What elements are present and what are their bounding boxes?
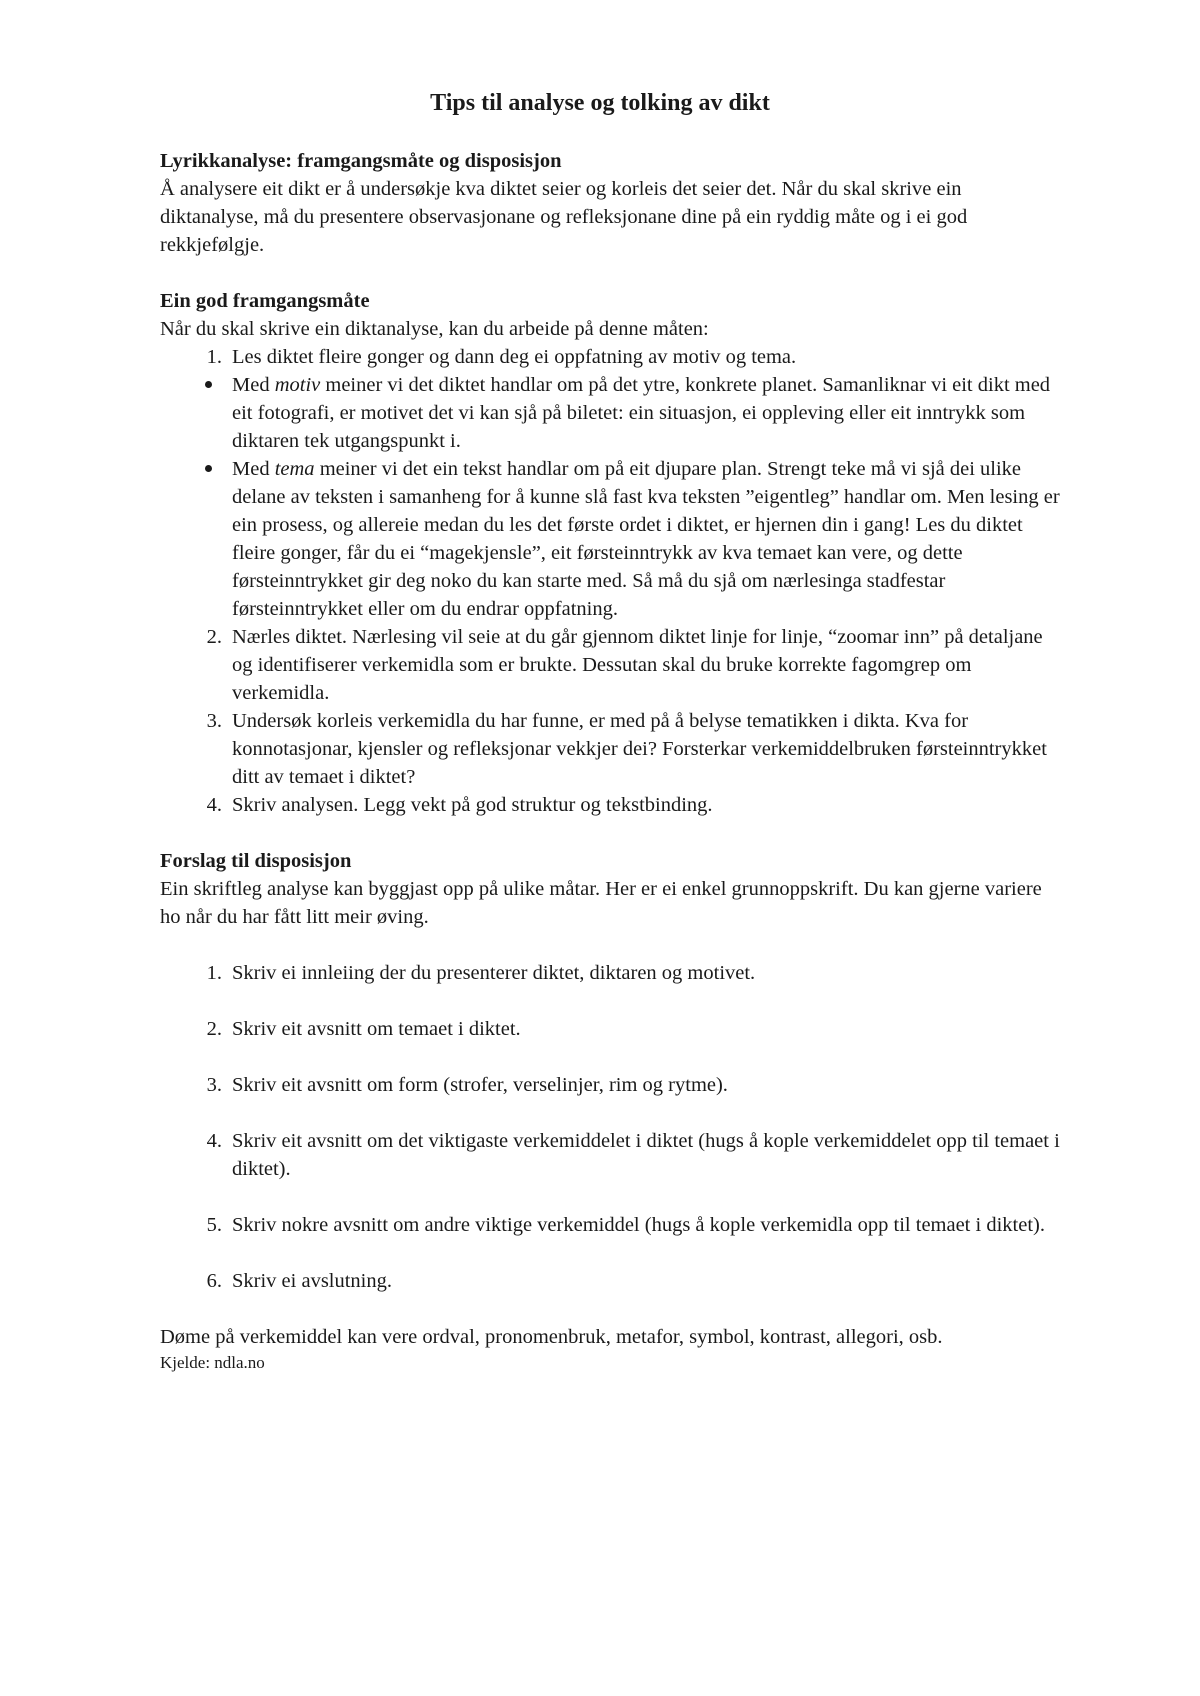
bullet-dot-icon <box>205 465 212 472</box>
list-item <box>160 1211 1060 1239</box>
list-marker: 3. <box>206 710 222 732</box>
bullet-dot-icon <box>205 381 212 388</box>
bullet-text: meiner vi det ein tekst handlar om på eit djupare plan. Strengt teke må vi sjå dei ulike delane av teksten i samanheng for å kunne slå fast kva teksten ”eigentleg” handlar om. Men lesing er ein prosess, og allereie medan du les det første ordet i diktet, er hjernen din i gang! Les du diktet fleire gonger, får du ei “magekjensle”, eit førsteinntrykk av kva temaet kan vere, og dette førsteinntrykket gir deg noko du kan starte med. Så må du sjå om nærlesinga stadfestar førsteinntrykket eller om du endrar oppfatning. <box>232 458 1060 620</box>
spacer <box>160 259 1060 287</box>
term-tema: tema <box>274 458 315 480</box>
list-marker: 3. <box>206 1074 222 1096</box>
list-item-text: Skriv eit avsnitt om det viktigaste verkemiddelet i diktet (hugs å kople verkemiddelet opp til temaet i diktet). <box>232 1130 1060 1180</box>
section-heading-lyrikkanalyse: Lyrikkanalyse: framgangsmåte og disposisjon <box>160 150 562 172</box>
list-item-bullet-motiv <box>160 371 1060 455</box>
list-item-step-4 <box>160 791 1060 819</box>
list-marker: 1. <box>206 346 222 368</box>
list-item-text: Skriv eit avsnitt om form (strofer, verselinjer, rim og rytme). <box>232 1074 728 1096</box>
list-item-step-1 <box>160 343 1060 371</box>
list-item-text: Skriv analysen. Legg vekt på god struktur og tekstbinding. <box>232 794 713 816</box>
list-marker: 2. <box>206 626 222 648</box>
list-marker: 4. <box>206 794 222 816</box>
section-lyrikkanalyse <box>160 147 1060 259</box>
examples-paragraph: Døme på verkemiddel kan vere ordval, pronomenbruk, metafor, symbol, kontrast, allegori, osb. <box>160 1326 943 1348</box>
document-body <box>160 147 1060 1375</box>
list-item <box>160 1015 1060 1043</box>
section-intro-framgangsmate: Når du skal skrive ein diktanalyse, kan du arbeide på denne måten: <box>160 318 709 340</box>
list-marker: 5. <box>206 1214 222 1236</box>
list-marker: 2. <box>206 1018 222 1040</box>
section-disposisjon <box>160 847 1060 1351</box>
list-item-text: Les diktet fleire gonger og dann deg ei oppfatning av motiv og tema. <box>232 346 797 368</box>
spacer <box>160 819 1060 847</box>
list-item-text: Undersøk korleis verkemidla du har funne, er med på å belyse tematikken i dikta. Kva for konnotasjonar, kjensler og refleksjonar vekkjer dei? Forsterkar verkemiddelbruken førsteinntrykket ditt av temaet i diktet? <box>232 710 1047 788</box>
list-marker: 6. <box>206 1270 222 1292</box>
list-item-text: Skriv ei avslutning. <box>232 1270 393 1292</box>
list-item-step-3 <box>160 707 1060 791</box>
list-item-text <box>232 371 1060 455</box>
bullet-prefix: Med <box>232 374 275 396</box>
section-heading-framgangsmate: Ein god framgangsmåte <box>160 290 370 312</box>
section-paragraph-lyrikkanalyse: Å analysere eit dikt er å undersøkje kva diktet seier og korleis det seier det. Når du skal skrive ein diktanalyse, må du presentere observasjonane og refleksjonane dine på ein ryddig måte og i ei god rekkjefølgje. <box>160 178 968 256</box>
bullet-marker <box>160 371 232 455</box>
bullet-prefix: Med <box>232 458 275 480</box>
list-item-step-2 <box>160 623 1060 707</box>
section-heading-disposisjon: Forslag til disposisjon <box>160 850 352 872</box>
list-item-text: Skriv eit avsnitt om temaet i diktet. <box>232 1018 521 1040</box>
list-item-text: Skriv nokre avsnitt om andre viktige verkemiddel (hugs å kople verkemidla opp til temaet i diktet). <box>232 1214 1045 1236</box>
list-item <box>160 1267 1060 1295</box>
list-item <box>160 1071 1060 1099</box>
list-item-text: Skriv ei innleiing der du presenterer diktet, diktaren og motivet. <box>232 962 756 984</box>
document-title: Tips til analyse og tolking av dikt <box>430 90 770 116</box>
term-motiv: motiv <box>274 374 321 396</box>
list-item-text <box>232 455 1060 623</box>
disposisjon-list <box>160 959 1060 1295</box>
list-item-text: Nærles diktet. Nærlesing vil seie at du går gjennom diktet linje for linje, “zoomar inn” på detaljane og identifiserer verkemidla som er brukte. Dessutan skal du bruke korrekte fagomgrep om verkemidla. <box>232 626 1043 704</box>
list-marker: 1. <box>206 962 222 984</box>
source-citation: Kjelde: ndla.no <box>160 1353 265 1372</box>
list-item <box>160 959 1060 987</box>
list-marker: 4. <box>206 1130 222 1152</box>
spacer <box>160 931 1060 959</box>
spacer <box>160 1295 1060 1323</box>
section-intro-disposisjon: Ein skriftleg analyse kan byggjast opp på ulike måtar. Her er ei enkel grunnoppskrift. Du kan gjerne variere ho når du har fått litt meir øving. <box>160 878 1042 928</box>
bullet-marker <box>160 455 232 623</box>
list-item <box>160 1127 1060 1183</box>
bullet-text: meiner vi det diktet handlar om på det ytre, konkrete planet. Samanliknar vi eit dikt med eit fotografi, er motivet det vi kan sjå på biletet: ein situasjon, ei oppleving eller eit inntrykk som diktaren tek utgangspunkt i. <box>232 374 1051 452</box>
list-item-bullet-tema <box>160 455 1060 623</box>
section-framgangsmate <box>160 287 1060 819</box>
